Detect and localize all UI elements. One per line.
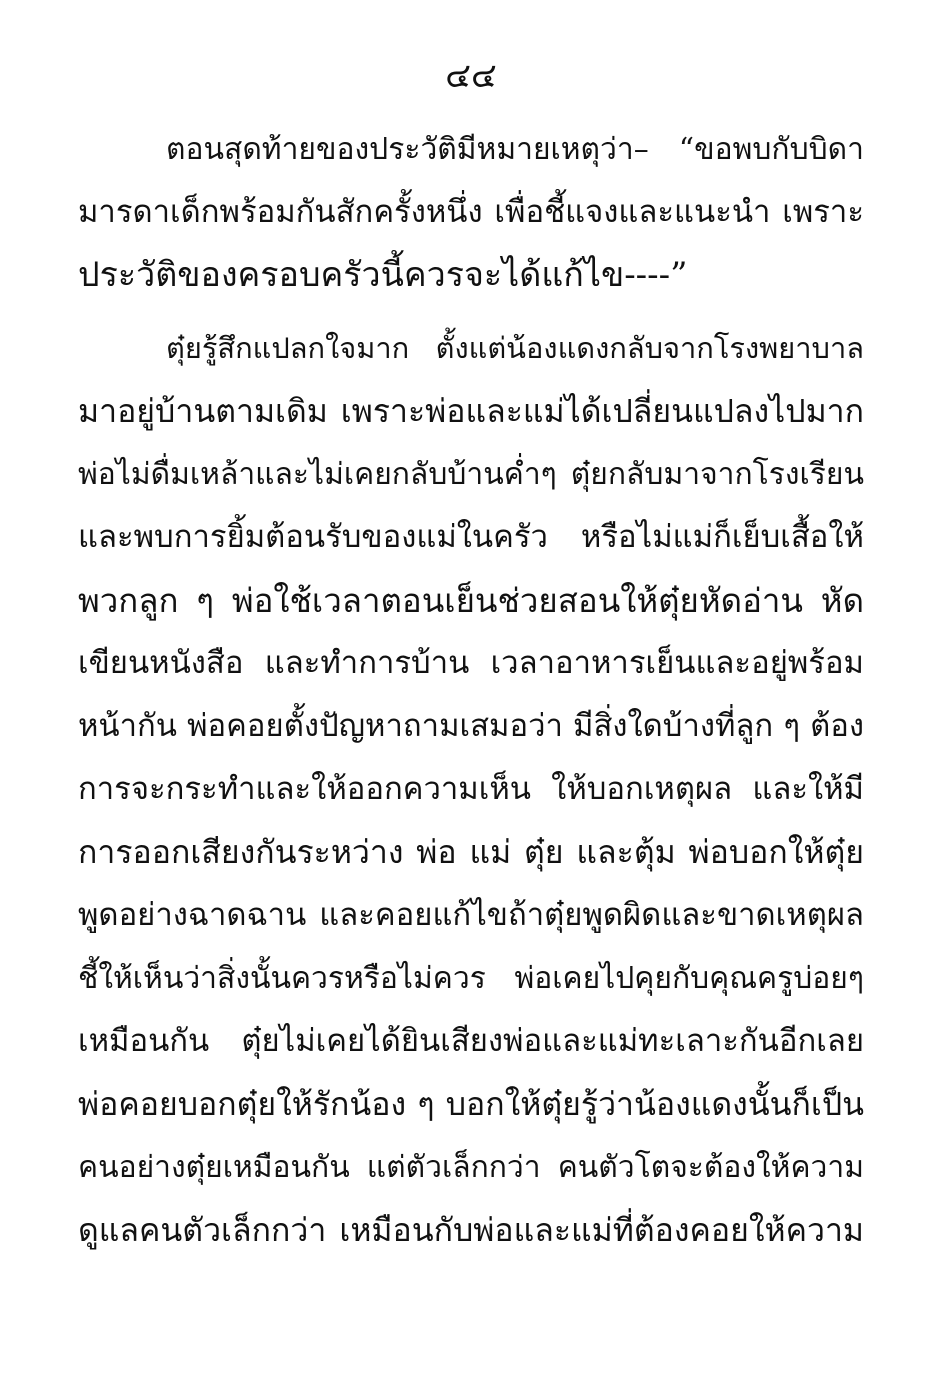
text-line: พูดอย่างฉาดฉาน และคอยแก้ไขถ้าตุ๋ยพูดผิดและขาดเหตุผล <box>78 897 864 933</box>
body-text <box>78 118 864 1262</box>
text-line: การจะกระทำและให้ออกความเห็น ให้บอกเหตุผล และให้มี <box>78 771 864 807</box>
text-line: และพบการยิ้มต้อนรับของแม่ในครัว หรือไม่แม่ก็เย็บเสื้อให้ <box>78 519 864 555</box>
page-number: ๔๔ <box>445 56 497 96</box>
text-line: มารดาเด็กพร้อมกันสักครั้งหนึ่ง เพื่อชี้แจงและแนะนำ เพราะ <box>78 194 864 230</box>
paragraph-2 <box>78 317 864 1262</box>
paragraph-1 <box>78 118 864 307</box>
text-line: ตุ๋ยรู้สึกแปลกใจมาก ตั้งแต่น้องแดงกลับจากโรงพยาบาล <box>166 331 864 365</box>
text-line: เขียนหนังสือ และทำการบ้าน เวลาอาหารเย็นและอยู่พร้อม <box>78 645 864 681</box>
paragraph-gap <box>78 307 864 317</box>
text-line: ตอนสุดท้ายของประวัติมีหมายเหตุว่า– “ขอพบกับบิดา <box>166 132 864 167</box>
text-line: มาอยู่บ้านตามเดิม เพราะพ่อและแม่ได้เปลี่ยนแปลงไปมาก <box>78 392 864 430</box>
text-line: การออกเสียงกันระหว่าง พ่อ แม่ ตุ๋ย และตุ้ม พ่อบอกให้ตุ๋ย <box>78 833 864 871</box>
text-line: ประวัติของครอบครัวนี้ควรจะได้แก้ไข----” <box>78 255 688 295</box>
text-line: หน้ากัน พ่อคอยตั้งปัญหาถามเสมอว่า มีสิ่งใดบ้างที่ลูก ๆ ต้อง <box>78 708 864 744</box>
text-line: เหมือนกัน ตุ๋ยไม่เคยได้ยินเสียงพ่อและแม่ทะเลาะกันอีกเลย <box>78 1023 864 1059</box>
text-line: คนอย่างตุ๋ยเหมือนกัน แต่ตัวเล็กกว่า คนตัวโตจะต้องให้ความ <box>78 1150 864 1185</box>
text-line: พ่อไม่ดื่มเหล้าและไม่เคยกลับบ้านค่ำๆ ตุ๋ยกลับมาจากโรงเรียน <box>78 457 864 492</box>
text-line: ดูแลคนตัวเล็กกว่า เหมือนกับพ่อและแม่ที่ต้องคอยให้ความ <box>78 1211 864 1249</box>
text-line: พ่อคอยบอกตุ๋ยให้รักน้อง ๆ บอกให้ตุ๋ยรู้ว่าน้องแดงนั้นก็เป็น <box>78 1085 864 1123</box>
text-line: ชี้ให้เห็นว่าสิ่งนั้นควรหรือไม่ควร พ่อเคยไปคุยกับคุณครูบ่อยๆ <box>78 961 864 996</box>
text-line: พวกลูก ๆ พ่อใช้เวลาตอนเย็นช่วยสอนให้ตุ๋ยหัดอ่าน หัด <box>78 581 864 620</box>
